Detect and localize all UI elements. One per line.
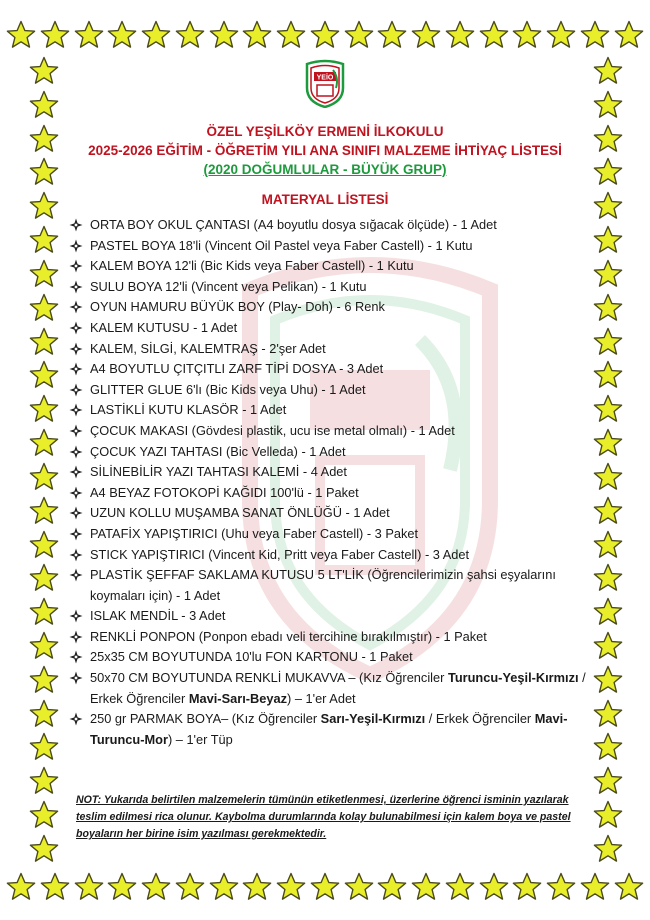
star-icon [29,225,59,255]
bullet-diamond-icon [69,218,83,232]
school-name: ÖZEL YEŞİLKÖY ERMENİ İLKOKULU [206,124,444,139]
list-item [68,277,590,298]
star-icon [593,631,623,661]
item-text-part: / Erkek Öğrenciler [425,711,535,727]
star-icon [29,360,59,390]
list-item-text: STICK YAPIŞTIRICI (Vincent Kid, Pritt veya Faber Castell) - 3 Adet [90,546,470,562]
bullet-diamond-icon [69,239,83,253]
star-icon [593,124,623,154]
star-icon [310,20,340,50]
list-item [68,647,590,668]
list-item [68,236,590,257]
star-icon [242,20,272,50]
star-icon [29,124,59,154]
list-item [68,256,590,277]
list-item [68,400,590,421]
list-item [68,483,590,504]
list-item-text: PATAFİX YAPIŞTIRICI (Uhu veya Faber Castell) - 3 Paket [90,525,419,541]
bullet-diamond-icon [69,383,83,397]
star-icon [614,872,644,902]
star-icon [593,766,623,796]
star-icon [29,462,59,492]
list-item-text: KALEM BOYA 12'li (Bic Kids veya Faber Castell) - 1 Kutu [90,258,414,274]
list-item-text: UZUN KOLLU MUŞAMBA SANAT ÖNLÜĞÜ - 1 Adet [90,505,390,521]
star-icon [593,597,623,627]
list-item [68,606,590,627]
star-icon [593,665,623,695]
star-icon [593,394,623,424]
star-icon [479,872,509,902]
list-item [68,524,590,545]
star-icon [29,259,59,289]
list-item-text: LASTİKLİ KUTU KLASÖR - 1 Adet [90,402,287,418]
bullet-diamond-icon [69,465,83,479]
star-icon [6,872,36,902]
bullet-diamond-icon [69,548,83,562]
bullet-diamond-icon [69,259,83,273]
star-icon [29,732,59,762]
star-icon [29,90,59,120]
list-item-text: SULU BOYA 12'li (Vincent veya Pelikan) - 1 Kutu [90,278,367,294]
bullet-diamond-icon [69,321,83,335]
group-subtitle: (2020 DOĞUMLULAR - BÜYÜK GRUP) [203,162,447,177]
star-icon [593,800,623,830]
star-icon [580,20,610,50]
list-item [68,668,590,709]
list-item-text [90,670,586,706]
star-icon [175,20,205,50]
star-icon [175,872,205,902]
star-border-right [588,54,628,866]
star-icon [209,20,239,50]
school-logo [303,58,347,108]
list-item-text: ISLAK MENDİL - 3 Adet [90,608,226,624]
star-icon [593,732,623,762]
bullet-diamond-icon [69,650,83,664]
star-icon [141,872,171,902]
bullet-diamond-icon [69,280,83,294]
star-icon [593,834,623,864]
star-icon [107,872,137,902]
list-item [68,297,590,318]
star-icon [593,563,623,593]
document-title: 2025-2026 EĞİTİM - ÖĞRETİM YILI ANA SINIFI MALZEME İHTİYAÇ LİSTESİ [88,143,562,158]
star-icon [479,20,509,50]
star-icon [29,597,59,627]
star-icon [593,496,623,526]
item-text-part: ) – 1'er Tüp [167,731,233,747]
star-icon [593,428,623,458]
item-text-part: ) – 1'er Adet [287,690,356,706]
star-icon [593,327,623,357]
list-item [68,359,590,380]
star-icon [593,56,623,86]
star-icon [445,20,475,50]
list-item-text: OYUN HAMURU BÜYÜK BOY (Play- Doh) - 6 Renk [90,299,385,315]
star-icon [107,20,137,50]
star-icon [377,20,407,50]
star-icon [593,225,623,255]
star-icon [29,834,59,864]
list-item [68,627,590,648]
star-icon [29,394,59,424]
list-item [68,709,590,750]
list-item-text: ÇOCUK YAZI TAHTASI (Bic Velleda) - 1 Adet [90,443,346,459]
bullet-diamond-icon [69,506,83,520]
star-icon [29,800,59,830]
star-icon [593,293,623,323]
list-item-text: PASTEL BOYA 18'li (Vincent Oil Pastel veya Faber Castell) - 1 Kutu [90,237,473,253]
star-icon [29,56,59,86]
section-title: MATERYAL LİSTESİ [261,192,389,207]
list-item-text: ORTA BOY OKUL ÇANTASI (A4 boyutlu dosya sığacak ölçüde) - 1 Adet [90,217,497,232]
star-icon [29,699,59,729]
bullet-diamond-icon [69,300,83,314]
star-icon [29,530,59,560]
item-text-part: / Erkek Öğrenciler [90,670,586,706]
list-item-text: 25x35 CM BOYUTUNDA 10'lu FON KARTONU - 1 Paket [90,649,413,665]
star-icon [29,191,59,221]
list-item [68,545,590,566]
star-icon [512,20,542,50]
star-border-top [0,20,650,60]
material-list [68,215,590,750]
item-girls-colors: Turuncu-Yeşil-Kırmızı [447,670,579,686]
list-item-text: RENKLİ PONPON (Ponpon ebadı veli tercihine bırakılmıştır) - 1 Paket [90,628,487,644]
bullet-diamond-icon [69,424,83,438]
item-text-part: 250 gr PARMAK BOYA– (Kız Öğrenciler [90,711,321,727]
list-item [68,318,590,339]
star-icon [445,872,475,902]
bullet-diamond-icon [69,362,83,376]
list-item [68,462,590,483]
item-girls-colors: Sarı-Yeşil-Kırmızı [320,711,426,727]
star-icon [29,428,59,458]
list-item [68,339,590,360]
bullet-diamond-icon [69,712,83,726]
star-icon [29,631,59,661]
star-icon [580,872,610,902]
star-icon [29,563,59,593]
star-icon [310,872,340,902]
list-item [68,380,590,401]
star-icon [29,293,59,323]
star-icon [141,20,171,50]
star-icon [411,20,441,50]
star-icon [74,20,104,50]
star-icon [209,872,239,902]
star-icon [593,462,623,492]
star-icon [344,872,374,902]
star-icon [6,20,36,50]
list-item-text [90,711,567,747]
star-icon [242,872,272,902]
star-border-bottom [0,872,650,912]
bullet-diamond-icon [69,630,83,644]
star-icon [29,496,59,526]
list-item [68,421,590,442]
list-item-text: GLITTER GLUE 6'lı (Bic Kids veya Uhu) - 1 Adet [90,381,366,397]
list-item-text: PLASTİK ŞEFFAF SAKLAMA KUTUSU 5 LT'LİK (Öğrencilerimizin şahsi eşyalarını koymaları için) - 1 Adet [90,567,556,603]
star-icon [546,20,576,50]
bullet-diamond-icon [69,671,83,685]
star-icon [593,699,623,729]
list-item-text: KALEM KUTUSU - 1 Adet [90,319,238,335]
item-text-part: 50x70 CM BOYUTUNDA RENKLİ MUKAVVA – (Kız Öğrenciler [90,670,448,686]
star-icon [40,872,70,902]
document-body [60,58,590,750]
bullet-diamond-icon [69,527,83,541]
star-icon [29,327,59,357]
star-icon [512,872,542,902]
star-icon [276,872,306,902]
bullet-diamond-icon [69,342,83,356]
star-icon [74,872,104,902]
item-boys-colors: Mavi-Turuncu-Mor [90,711,568,747]
star-icon [593,191,623,221]
bullet-diamond-icon [69,403,83,417]
list-item [68,503,590,524]
star-icon [29,665,59,695]
star-icon [29,157,59,187]
list-item [68,215,590,236]
list-item-text: A4 BOYUTLU ÇITÇITLI ZARF TİPİ DOSYA - 3 Adet [90,361,384,377]
list-item [68,565,590,606]
star-icon [377,872,407,902]
star-icon [411,872,441,902]
logo-text: YEİO [316,74,334,82]
bullet-diamond-icon [69,609,83,623]
bullet-diamond-icon [69,486,83,500]
star-icon [593,259,623,289]
list-item-text: ÇOCUK MAKASI (Gövdesi plastik, ucu ise metal olmalı) - 1 Adet [90,422,455,438]
star-icon [593,360,623,390]
list-item [68,442,590,463]
star-icon [593,530,623,560]
star-icon [593,90,623,120]
list-item-text: SİLİNEBİLİR YAZI TAHTASI KALEMİ - 4 Adet [90,464,347,480]
star-icon [614,20,644,50]
list-item-text: KALEM, SİLGİ, KALEMTRAŞ - 2'şer Adet [90,340,326,356]
star-icon [40,20,70,50]
item-boys-colors: Mavi-Sarı-Beyaz [188,690,288,706]
star-icon [593,157,623,187]
star-icon [546,872,576,902]
star-icon [344,20,374,50]
list-item-text: A4 BEYAZ FOTOKOPİ KAĞIDI 100'lü - 1 Paket [90,484,359,500]
star-icon [29,766,59,796]
footnote: NOT: Yukarıda belirtilen malzemelerin tümünün etiketlenmesi, üzerlerine öğrenci isminin yazılarak teslim edilmesi rica olunur. Kaybolma durumlarında kolay bulunabilmesi için kalem boya ve pastel boyaların her birine isim yazılması gerekmektedir. [76,794,571,840]
bullet-diamond-icon [69,568,83,582]
star-icon [276,20,306,50]
bullet-diamond-icon [69,445,83,459]
star-border-left [24,54,64,866]
